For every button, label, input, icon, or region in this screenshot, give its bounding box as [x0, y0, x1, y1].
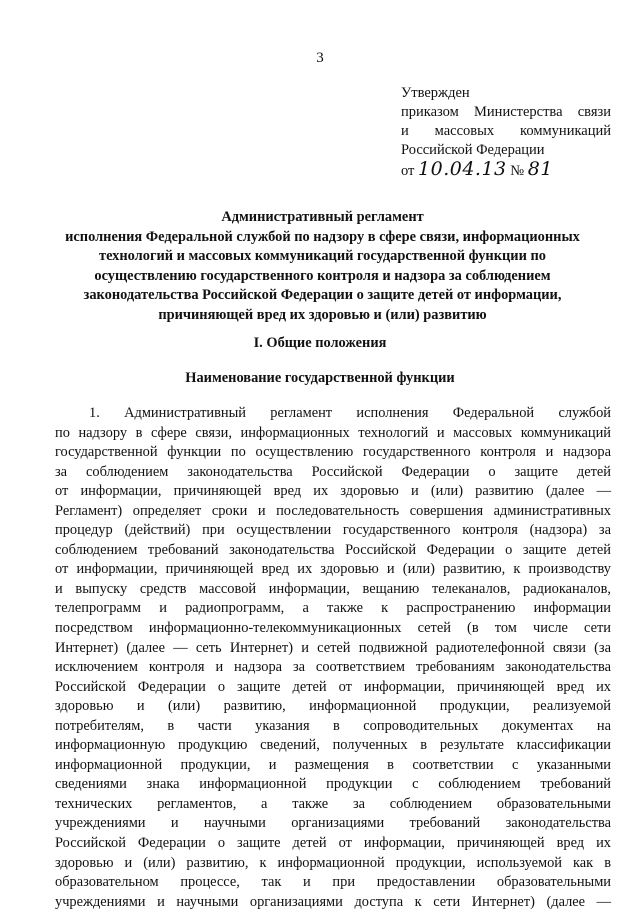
document-title — [40, 208, 605, 326]
title-line: технологий и массовых коммуникаций государственной функции по — [99, 248, 546, 265]
body-text — [55, 404, 611, 912]
body-line: государственной функции по осуществлению государственного контроля и надзора — [55, 444, 611, 461]
approval-date-prefix: от — [401, 163, 415, 179]
body-line: здоровью и (или) развитию, информационной продукции, реализуемой — [55, 698, 611, 715]
body-line: соблюдением требований законодательства Российской Федерации о защите детей — [55, 541, 611, 558]
body-line: технических регламентов, а также за соблюдением образовательными — [55, 795, 611, 812]
body-line: от информации, причиняющей вред их здоровью и (или) развитию (далее — — [55, 483, 611, 500]
approval-date-value: 10.04.13 — [418, 158, 507, 180]
title-line: причиняющей вред их здоровью и (или) развитию — [158, 306, 487, 323]
body-line: информационную продукцию сведений, полученных в результате классификации — [55, 737, 611, 754]
body-line: процедур (действий) при осуществлении государственного контроля (надзора) за — [55, 522, 611, 539]
body-line: образовательном процессе, так и при предоставлении образовательными — [55, 874, 611, 891]
body-line: здоровью и (или) развитию, к информационной продукции, используемой как в — [55, 854, 611, 871]
body-line: Российской Федерации о защите детей от информации, причиняющей вред их — [55, 835, 611, 852]
body-line: Интернет) (далее — сеть Интернет) и сетей подвижной радиотелефонной связи (за — [55, 639, 611, 656]
body-line: Российской Федерации о защите детей от информации, причиняющей вред их — [55, 678, 611, 695]
body-line: информационной продукции, и размещения в соответствии с указанными — [55, 756, 611, 773]
approval-number-prefix: № — [510, 163, 525, 179]
body-line: по надзору в сфере связи, информационных технологий и массовых коммуникаций — [55, 424, 611, 441]
approval-number-value: 81 — [527, 158, 553, 180]
body-line: и выпуску средств массовой информации, вещанию телеканалов, радиоканалов, — [55, 580, 611, 597]
approval-line-federation: Российской Федерации — [401, 142, 545, 158]
section-heading: I. Общие положения — [253, 335, 387, 351]
body-line: Регламент) определяет сроки и последовательность совершения административных — [55, 502, 611, 519]
body-line: 1. Административный регламент исполнения Федеральной службой — [89, 405, 611, 421]
body-line: за соблюдением законодательства Российской Федерации о защите детей — [55, 463, 611, 480]
body-line: учреждениями и научными организациями требований законодательства — [55, 815, 611, 832]
page-number: 3 — [316, 50, 324, 66]
approval-date-line — [401, 160, 611, 181]
body-line: телепрограмм и радиопрограмм, а также к распространению информации — [55, 600, 611, 617]
body-line: учреждениями и научными организациями доступа к сети Интернет) (далее — — [55, 893, 611, 910]
approval-line-ministry: и массовых коммуникаций — [401, 123, 611, 139]
body-line: потребителям, в части указания в сопроводительных документах на — [55, 717, 611, 734]
title-line: исполнения Федеральной службой по надзору в сфере связи, информационных — [65, 228, 580, 245]
body-line: исключением контроля и надзора за соответствием требованиям законодательства — [55, 659, 611, 676]
approval-line-approved: Утвержден — [401, 85, 470, 101]
body-line: посредством информационно-телекоммуникационных сетей (в том числе сети — [55, 620, 611, 637]
approval-line-order: приказом Министерства связи — [401, 104, 611, 120]
body-line: от информации, причиняющей вред их здоровью и (или) развитию, к производству — [55, 561, 611, 578]
title-line: Административный регламент — [221, 209, 424, 225]
title-line: осуществлению государственного контроля и надзора за соблюдением — [94, 267, 551, 284]
sub-heading: Наименование государственной функции — [185, 370, 455, 386]
title-line: законодательства Российской Федерации о защите детей от информации, — [83, 287, 562, 304]
approval-stamp — [401, 84, 611, 181]
body-line: сведениями знака информационной продукции с соблюдением требований — [55, 776, 611, 793]
